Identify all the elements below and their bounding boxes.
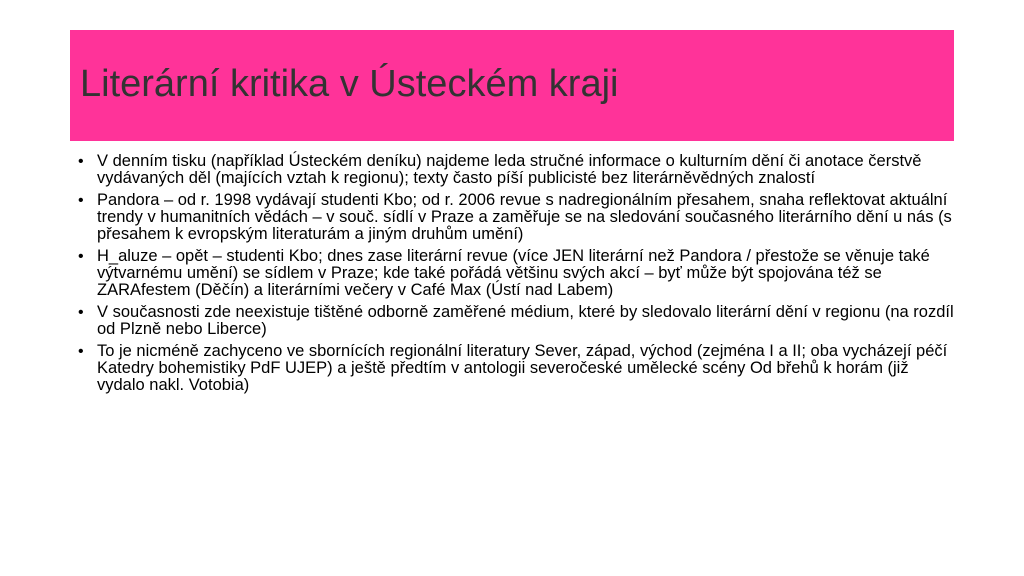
bullet-item (78, 343, 958, 394)
bullet-text: Pandora – od r. 1998 vydávají studenti Kbo; od r. 2006 revue s nadregionálním přesahem, snaha reflektovat aktuální trendy v humanitních vědách – v souč. sídlí v Praze a zaměřuje se na sledování současného literárního dění u nás (s přesahem k evropským literaturám a jiným druhům umění) (97, 191, 952, 243)
title-band (70, 30, 954, 141)
bullet-text: To je nicméně zachyceno ve sbornících regionální literatury Sever, západ, východ (zejména I a II; oba vycházejí péčí Katedry bohemistiky PdF UJEP) a ještě předtím v antologii severočeské umělecké scény Od břehů k horám (již vydalo nakl. Votobia) (97, 342, 948, 394)
bullet-text: H_aluze – opět – studenti Kbo; dnes zase literární revue (více JEN literární než Pandora / přestože se věnuje také výtvarnému umění) se sídlem v Praze; kde také pořádá většinu svých akcí – byť může být spojována též se ZARAfestem (Děčín) a literárními večery v Café Max (Ústí nad Labem) (97, 247, 930, 299)
bullet-item (78, 192, 958, 243)
bullet-dot-icon: • (78, 343, 84, 360)
bullet-dot-icon: • (78, 304, 84, 321)
bullet-text: V současnosti zde neexistuje tištěné odborně zaměřené médium, které by sledovalo literární dění v regionu (na rozdíl od Plzně nebo Liberce) (97, 303, 954, 338)
slide-title: Literární kritika v Ústeckém kraji (80, 63, 619, 105)
bullet-item (78, 248, 958, 299)
bullet-dot-icon: • (78, 153, 84, 170)
bullet-dot-icon: • (78, 192, 84, 209)
bullet-dot-icon: • (78, 248, 84, 265)
bullet-text: V denním tisku (například Ústeckém deníku) najdeme leda stručné informace o kulturním dění či anotace čerstvě vydávaných děl (majících vztah k regionu); texty často píší publicisté bez literárněvědných znalostí (97, 152, 922, 187)
bullet-item (78, 153, 958, 187)
bullet-list (78, 153, 958, 399)
bullet-item (78, 304, 958, 338)
